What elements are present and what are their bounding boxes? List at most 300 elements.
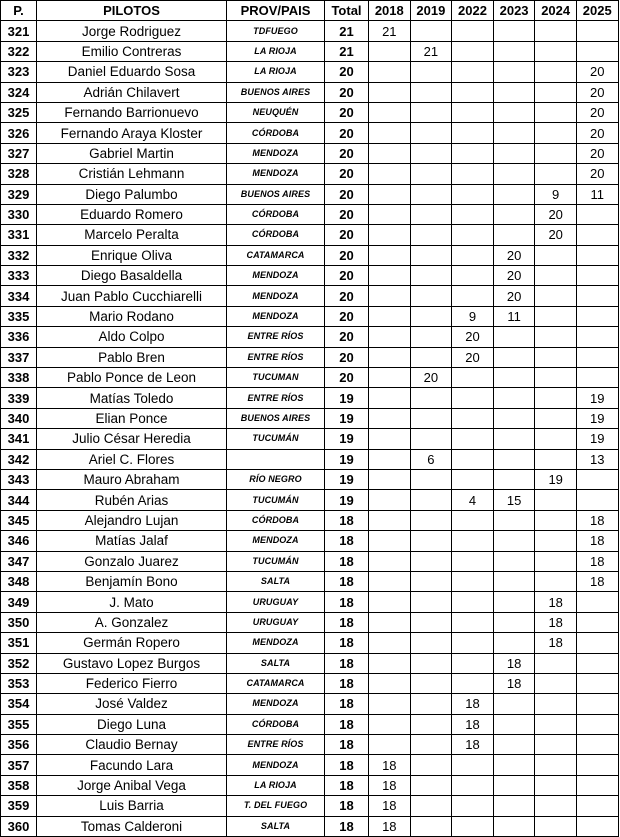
pilot-name-cell: Jorge Rodriguez <box>37 21 227 41</box>
pilot-name-cell: Cristián Lehmann <box>37 164 227 184</box>
position-cell: 327 <box>1 143 37 163</box>
points-2023-cell <box>493 408 535 428</box>
points-2023-cell <box>493 368 535 388</box>
province-cell: MENDOZA <box>227 164 325 184</box>
total-cell: 18 <box>325 775 369 795</box>
points-2023-cell <box>493 123 535 143</box>
table-row <box>1 531 619 551</box>
points-2019-cell: 20 <box>410 368 452 388</box>
points-2023-cell <box>493 449 535 469</box>
points-2018-cell <box>369 510 411 530</box>
points-2024-cell <box>535 571 577 591</box>
points-2022-cell <box>452 123 494 143</box>
points-2018-cell <box>369 184 411 204</box>
points-2023-cell <box>493 469 535 489</box>
points-2019-cell <box>410 286 452 306</box>
province-cell: BUENOS AIRES <box>227 82 325 102</box>
points-2019-cell <box>410 306 452 326</box>
points-2025-cell <box>576 225 618 245</box>
points-2023-cell <box>493 510 535 530</box>
points-2024-cell <box>535 449 577 469</box>
points-2022-cell <box>452 204 494 224</box>
province-cell: SALTA <box>227 816 325 836</box>
points-2023-cell <box>493 327 535 347</box>
pilot-name-cell: Juan Pablo Cucchiarelli <box>37 286 227 306</box>
position-cell: 351 <box>1 633 37 653</box>
points-2018-cell <box>369 286 411 306</box>
points-2018-cell <box>369 204 411 224</box>
points-2023-cell <box>493 82 535 102</box>
points-2019-cell <box>410 653 452 673</box>
pilot-name-cell: Julio César Heredia <box>37 429 227 449</box>
total-cell: 20 <box>325 306 369 326</box>
province-cell: URUGUAY <box>227 592 325 612</box>
position-cell: 354 <box>1 694 37 714</box>
points-2025-cell <box>576 714 618 734</box>
pilot-name-cell: Emilio Contreras <box>37 41 227 61</box>
pilot-name-cell: Diego Palumbo <box>37 184 227 204</box>
points-2018-cell <box>369 123 411 143</box>
total-cell: 21 <box>325 21 369 41</box>
points-2022-cell <box>452 551 494 571</box>
points-2025-cell <box>576 266 618 286</box>
points-2024-cell <box>535 286 577 306</box>
pilot-name-cell: Elian Ponce <box>37 408 227 428</box>
table-row <box>1 102 619 122</box>
total-cell: 18 <box>325 755 369 775</box>
position-cell: 325 <box>1 102 37 122</box>
points-2025-cell: 20 <box>576 164 618 184</box>
points-2024-cell: 18 <box>535 592 577 612</box>
points-2018-cell <box>369 490 411 510</box>
points-2023-cell <box>493 184 535 204</box>
points-2018-cell <box>369 571 411 591</box>
points-2024-cell <box>535 123 577 143</box>
total-cell: 20 <box>325 286 369 306</box>
province-cell: MENDOZA <box>227 531 325 551</box>
points-2025-cell: 11 <box>576 184 618 204</box>
points-2025-cell <box>576 306 618 326</box>
position-cell: 355 <box>1 714 37 734</box>
total-cell: 20 <box>325 204 369 224</box>
points-2024-cell <box>535 347 577 367</box>
points-2025-cell <box>576 490 618 510</box>
points-2024-cell <box>535 245 577 265</box>
pilot-name-cell: José Valdez <box>37 694 227 714</box>
pilot-name-cell: Gonzalo Juarez <box>37 551 227 571</box>
position-cell: 333 <box>1 266 37 286</box>
total-cell: 18 <box>325 633 369 653</box>
total-cell: 20 <box>325 82 369 102</box>
points-2018-cell <box>369 592 411 612</box>
pilot-name-cell: A. Gonzalez <box>37 612 227 632</box>
province-cell: MENDOZA <box>227 755 325 775</box>
table-row <box>1 123 619 143</box>
points-2022-cell <box>452 102 494 122</box>
points-2023-cell: 11 <box>493 306 535 326</box>
points-2024-cell <box>535 796 577 816</box>
province-cell: TUCUMÁN <box>227 551 325 571</box>
points-2023-cell <box>493 571 535 591</box>
points-2018-cell <box>369 694 411 714</box>
pilot-name-cell: J. Mato <box>37 592 227 612</box>
points-2022-cell <box>452 673 494 693</box>
points-2022-cell <box>452 816 494 836</box>
total-cell: 18 <box>325 510 369 530</box>
points-2025-cell <box>576 245 618 265</box>
table-row <box>1 714 619 734</box>
pilot-name-cell: Fernando Araya Kloster <box>37 123 227 143</box>
points-2023-cell <box>493 143 535 163</box>
pilot-name-cell: Daniel Eduardo Sosa <box>37 62 227 82</box>
points-2018-cell <box>369 653 411 673</box>
province-cell: TUCUMAN <box>227 368 325 388</box>
points-2022-cell: 4 <box>452 490 494 510</box>
table-row <box>1 82 619 102</box>
points-2023-cell: 20 <box>493 245 535 265</box>
points-2019-cell <box>410 266 452 286</box>
points-2018-cell <box>369 225 411 245</box>
points-2023-cell <box>493 225 535 245</box>
pilot-name-cell: Pablo Ponce de Leon <box>37 368 227 388</box>
points-2022-cell <box>452 612 494 632</box>
points-2022-cell <box>452 633 494 653</box>
pilot-name-cell: Matías Toledo <box>37 388 227 408</box>
points-2024-cell: 20 <box>535 204 577 224</box>
points-2019-cell <box>410 21 452 41</box>
header-2019: 2019 <box>410 1 452 21</box>
position-cell: 332 <box>1 245 37 265</box>
province-cell: URUGUAY <box>227 612 325 632</box>
points-2022-cell: 18 <box>452 694 494 714</box>
province-cell: ENTRE RÍOS <box>227 388 325 408</box>
points-2023-cell: 20 <box>493 286 535 306</box>
points-2024-cell <box>535 755 577 775</box>
points-2022-cell <box>452 775 494 795</box>
total-cell: 18 <box>325 612 369 632</box>
points-2022-cell <box>452 41 494 61</box>
points-2025-cell <box>576 21 618 41</box>
points-2024-cell <box>535 143 577 163</box>
province-cell: TDFUEGO <box>227 21 325 41</box>
pilot-name-cell: Pablo Bren <box>37 347 227 367</box>
points-2022-cell <box>452 653 494 673</box>
pilot-name-cell: Federico Fierro <box>37 673 227 693</box>
total-cell: 18 <box>325 694 369 714</box>
pilot-name-cell: Benjamín Bono <box>37 571 227 591</box>
points-2018-cell <box>369 633 411 653</box>
table-row <box>1 510 619 530</box>
pilot-name-cell: Diego Basaldella <box>37 266 227 286</box>
points-2022-cell: 18 <box>452 714 494 734</box>
position-cell: 341 <box>1 429 37 449</box>
points-2025-cell: 19 <box>576 429 618 449</box>
total-cell: 20 <box>325 266 369 286</box>
points-2022-cell <box>452 796 494 816</box>
province-cell: CÓRDOBA <box>227 123 325 143</box>
province-cell: LA RIOJA <box>227 775 325 795</box>
points-2024-cell <box>535 21 577 41</box>
table-row <box>1 571 619 591</box>
pilot-name-cell: Marcelo Peralta <box>37 225 227 245</box>
points-2019-cell <box>410 204 452 224</box>
position-cell: 358 <box>1 775 37 795</box>
province-cell: MENDOZA <box>227 266 325 286</box>
header-position: P. <box>1 1 37 21</box>
table-row <box>1 735 619 755</box>
points-2024-cell: 19 <box>535 469 577 489</box>
points-2019-cell <box>410 510 452 530</box>
points-2019-cell <box>410 673 452 693</box>
pilot-name-cell: Germán Ropero <box>37 633 227 653</box>
points-2024-cell <box>535 510 577 530</box>
points-2019-cell <box>410 612 452 632</box>
total-cell: 20 <box>325 164 369 184</box>
table-row <box>1 694 619 714</box>
points-2019-cell <box>410 327 452 347</box>
position-cell: 321 <box>1 21 37 41</box>
points-2025-cell <box>576 653 618 673</box>
points-2019-cell <box>410 388 452 408</box>
position-cell: 331 <box>1 225 37 245</box>
points-2025-cell <box>576 796 618 816</box>
points-2025-cell <box>576 633 618 653</box>
points-2022-cell <box>452 184 494 204</box>
points-2019-cell <box>410 62 452 82</box>
points-2025-cell: 13 <box>576 449 618 469</box>
points-2023-cell <box>493 164 535 184</box>
total-cell: 18 <box>325 653 369 673</box>
pilot-name-cell: Gustavo Lopez Burgos <box>37 653 227 673</box>
position-cell: 334 <box>1 286 37 306</box>
pilot-name-cell: Mauro Abraham <box>37 469 227 489</box>
points-2024-cell <box>535 408 577 428</box>
position-cell: 324 <box>1 82 37 102</box>
points-2022-cell: 20 <box>452 327 494 347</box>
points-2023-cell <box>493 612 535 632</box>
points-2025-cell: 19 <box>576 388 618 408</box>
total-cell: 18 <box>325 816 369 836</box>
points-2022-cell <box>452 429 494 449</box>
pilot-name-cell: Ariel C. Flores <box>37 449 227 469</box>
province-cell: MENDOZA <box>227 143 325 163</box>
points-2018-cell <box>369 164 411 184</box>
points-2018-cell <box>369 449 411 469</box>
points-2025-cell <box>576 673 618 693</box>
points-2025-cell <box>576 592 618 612</box>
points-2018-cell <box>369 143 411 163</box>
points-2019-cell <box>410 531 452 551</box>
points-2019-cell <box>410 796 452 816</box>
province-cell: BUENOS AIRES <box>227 184 325 204</box>
province-cell: MENDOZA <box>227 306 325 326</box>
table-row <box>1 612 619 632</box>
province-cell: CATAMARCA <box>227 245 325 265</box>
points-2018-cell <box>369 551 411 571</box>
points-2024-cell <box>535 41 577 61</box>
points-2019-cell <box>410 143 452 163</box>
points-2024-cell <box>535 714 577 734</box>
points-2025-cell <box>576 469 618 489</box>
position-cell: 349 <box>1 592 37 612</box>
province-cell: CATAMARCA <box>227 673 325 693</box>
position-cell: 338 <box>1 368 37 388</box>
pilot-name-cell: Fernando Barrionuevo <box>37 102 227 122</box>
points-2025-cell: 20 <box>576 62 618 82</box>
header-2018: 2018 <box>369 1 411 21</box>
points-2022-cell: 18 <box>452 735 494 755</box>
total-cell: 21 <box>325 41 369 61</box>
table-row <box>1 796 619 816</box>
points-2025-cell <box>576 41 618 61</box>
points-2019-cell <box>410 592 452 612</box>
points-2024-cell <box>535 735 577 755</box>
points-2024-cell: 18 <box>535 633 577 653</box>
points-2018-cell: 21 <box>369 21 411 41</box>
points-2023-cell: 15 <box>493 490 535 510</box>
points-2022-cell <box>452 225 494 245</box>
pilot-name-cell: Mario Rodano <box>37 306 227 326</box>
position-cell: 336 <box>1 327 37 347</box>
points-2024-cell <box>535 775 577 795</box>
province-cell: SALTA <box>227 653 325 673</box>
points-2024-cell <box>535 429 577 449</box>
points-2024-cell: 20 <box>535 225 577 245</box>
table-row <box>1 286 619 306</box>
points-2023-cell <box>493 347 535 367</box>
points-2022-cell <box>452 510 494 530</box>
points-2022-cell <box>452 531 494 551</box>
total-cell: 20 <box>325 368 369 388</box>
table-row <box>1 775 619 795</box>
table-row <box>1 266 619 286</box>
points-2025-cell: 20 <box>576 82 618 102</box>
table-row <box>1 816 619 836</box>
points-2018-cell <box>369 266 411 286</box>
pilot-name-cell: Tomas Calderoni <box>37 816 227 836</box>
points-2018-cell <box>369 347 411 367</box>
position-cell: 357 <box>1 755 37 775</box>
table-row <box>1 368 619 388</box>
total-cell: 19 <box>325 388 369 408</box>
points-2023-cell: 18 <box>493 673 535 693</box>
position-cell: 352 <box>1 653 37 673</box>
table-row <box>1 41 619 61</box>
points-2019-cell <box>410 102 452 122</box>
pilot-name-cell: Enrique Oliva <box>37 245 227 265</box>
points-2025-cell <box>576 694 618 714</box>
position-cell: 339 <box>1 388 37 408</box>
points-2025-cell: 20 <box>576 102 618 122</box>
points-2023-cell <box>493 816 535 836</box>
total-cell: 19 <box>325 429 369 449</box>
points-2018-cell: 18 <box>369 755 411 775</box>
points-2023-cell <box>493 592 535 612</box>
province-cell: TUCUMÁN <box>227 429 325 449</box>
points-2022-cell <box>452 164 494 184</box>
points-2018-cell: 18 <box>369 796 411 816</box>
points-2022-cell <box>452 408 494 428</box>
province-cell: CÓRDOBA <box>227 204 325 224</box>
points-2023-cell <box>493 796 535 816</box>
points-2022-cell <box>452 449 494 469</box>
total-cell: 19 <box>325 408 369 428</box>
table-header <box>1 1 619 21</box>
total-cell: 19 <box>325 469 369 489</box>
points-2018-cell <box>369 673 411 693</box>
total-cell: 20 <box>325 245 369 265</box>
total-cell: 20 <box>325 123 369 143</box>
points-2022-cell <box>452 286 494 306</box>
pilot-name-cell: Rubén Arias <box>37 490 227 510</box>
province-cell: CÓRDOBA <box>227 225 325 245</box>
position-cell: 322 <box>1 41 37 61</box>
points-2025-cell <box>576 816 618 836</box>
points-2018-cell <box>369 388 411 408</box>
points-2019-cell <box>410 347 452 367</box>
total-cell: 20 <box>325 143 369 163</box>
points-2025-cell <box>576 775 618 795</box>
points-2019-cell: 21 <box>410 41 452 61</box>
points-2019-cell <box>410 551 452 571</box>
points-2025-cell: 18 <box>576 551 618 571</box>
points-2018-cell <box>369 368 411 388</box>
points-2024-cell <box>535 164 577 184</box>
points-2018-cell <box>369 41 411 61</box>
points-2023-cell <box>493 204 535 224</box>
points-2019-cell <box>410 123 452 143</box>
position-cell: 326 <box>1 123 37 143</box>
points-2018-cell: 18 <box>369 816 411 836</box>
pilot-name-cell: Adrián Chilavert <box>37 82 227 102</box>
position-cell: 342 <box>1 449 37 469</box>
points-2019-cell <box>410 816 452 836</box>
points-2018-cell <box>369 327 411 347</box>
points-2023-cell: 20 <box>493 266 535 286</box>
points-2019-cell <box>410 490 452 510</box>
pilot-name-cell: Eduardo Romero <box>37 204 227 224</box>
table-row <box>1 21 619 41</box>
total-cell: 18 <box>325 673 369 693</box>
points-2023-cell <box>493 551 535 571</box>
points-2019-cell <box>410 775 452 795</box>
points-2024-cell <box>535 388 577 408</box>
position-cell: 330 <box>1 204 37 224</box>
points-2023-cell <box>493 633 535 653</box>
table-row <box>1 62 619 82</box>
pilot-name-cell: Gabriel Martin <box>37 143 227 163</box>
pilot-name-cell: Diego Luna <box>37 714 227 734</box>
points-2022-cell <box>452 21 494 41</box>
total-cell: 18 <box>325 531 369 551</box>
points-2019-cell <box>410 755 452 775</box>
province-cell: MENDOZA <box>227 633 325 653</box>
header-2022: 2022 <box>452 1 494 21</box>
position-cell: 337 <box>1 347 37 367</box>
table-row <box>1 633 619 653</box>
points-2025-cell <box>576 327 618 347</box>
header-2024: 2024 <box>535 1 577 21</box>
total-cell: 20 <box>325 102 369 122</box>
points-2024-cell <box>535 102 577 122</box>
province-cell: NEUQUÉN <box>227 102 325 122</box>
province-cell: CÓRDOBA <box>227 510 325 530</box>
table-row <box>1 306 619 326</box>
province-cell: MENDOZA <box>227 694 325 714</box>
points-2025-cell: 18 <box>576 510 618 530</box>
total-cell: 19 <box>325 490 369 510</box>
points-2019-cell <box>410 184 452 204</box>
